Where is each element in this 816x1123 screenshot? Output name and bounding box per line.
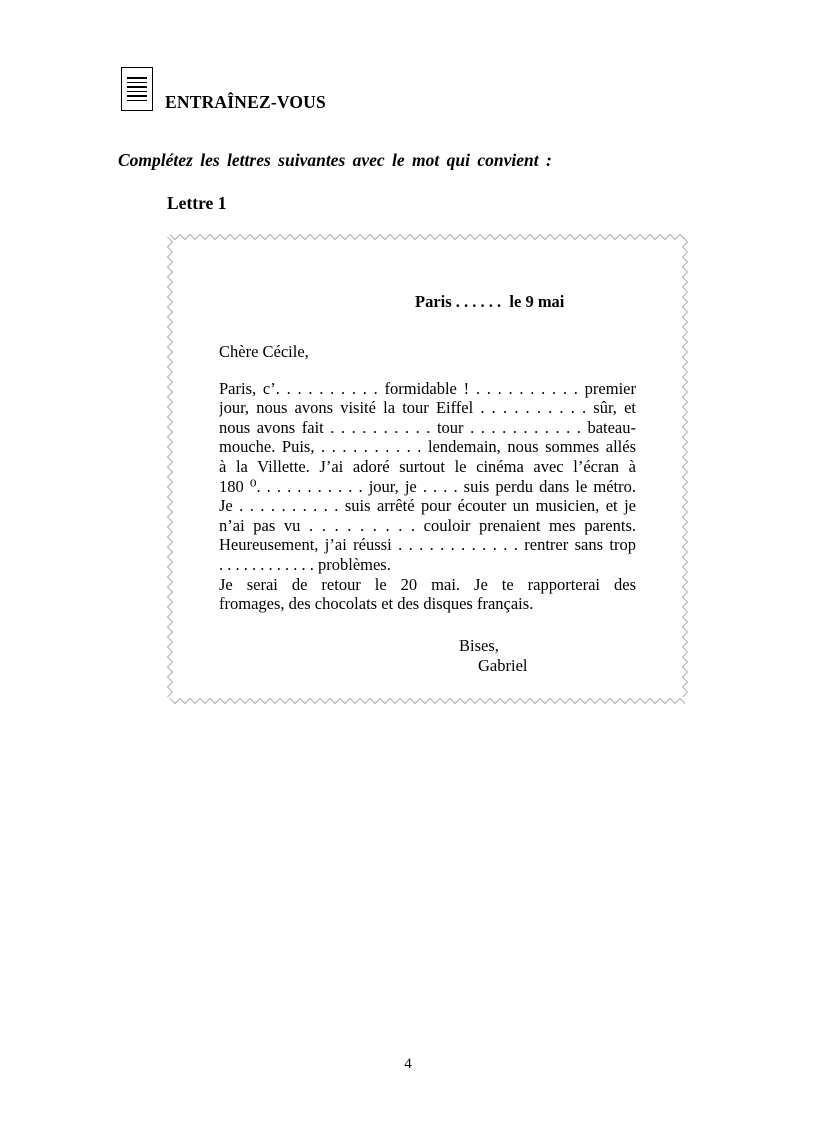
letter-line: Heureusement, j’ai réussi . . . . . . . . . . . . rentrer sans trop xyxy=(219,535,636,555)
letter-salutation: Chère Cécile, xyxy=(219,342,309,361)
letter-line: 180 ⁰. . . . . . . . . . . jour, je . . . . suis perdu dans le métro. xyxy=(219,476,636,496)
letter-line: à la Villette. J’ai adoré surtout le cinéma avec l’écran à xyxy=(219,456,636,476)
letter-line: mouche. Puis, . . . . . . . . . . lendemain, nous sommes allés xyxy=(219,437,636,457)
letter-line: . . . . . . . . . . . . problèmes. xyxy=(219,554,391,574)
letter-line: Je serai de retour le 20 mai. Je te rapporterai des xyxy=(219,574,636,594)
page-number: 4 xyxy=(404,1056,412,1072)
letter-line: nous avons fait . . . . . . . . . . tour . . . . . . . . . . . bateau- xyxy=(219,417,636,437)
letter-line: Paris, c’. . . . . . . . . . formidable ! . . . . . . . . . . premier xyxy=(219,378,636,398)
letter-line: Je . . . . . . . . . . suis arrêté pour écouter un musicien, et je xyxy=(219,496,636,516)
letter-body xyxy=(219,342,636,614)
section-title: ENTRAÎNEZ-VOUS xyxy=(165,92,326,112)
letter-frame xyxy=(166,233,689,705)
section-header xyxy=(121,67,326,111)
signature: Gabriel xyxy=(478,656,528,675)
letter-date-line: Paris . . . . . . le 9 mai xyxy=(415,292,565,311)
letter-line: fromages, des chocolats et des disques français. xyxy=(219,594,534,614)
exercise-instruction: Complétez les lettres suivantes avec le mot qui convient : xyxy=(118,150,552,170)
letter-closing xyxy=(459,636,527,676)
letter-line: jour, nous avons visité la tour Eiffel . . . . . . . . . . sûr, et xyxy=(219,398,636,418)
letter-line: n’ai pas vu . . . . . . . . . couloir prenaient mes parents. xyxy=(219,515,636,535)
letter-paragraph xyxy=(219,379,636,614)
letter-title: Lettre 1 xyxy=(167,193,227,213)
document-lines-icon xyxy=(121,67,153,111)
closing-text: Bises, xyxy=(459,636,499,655)
